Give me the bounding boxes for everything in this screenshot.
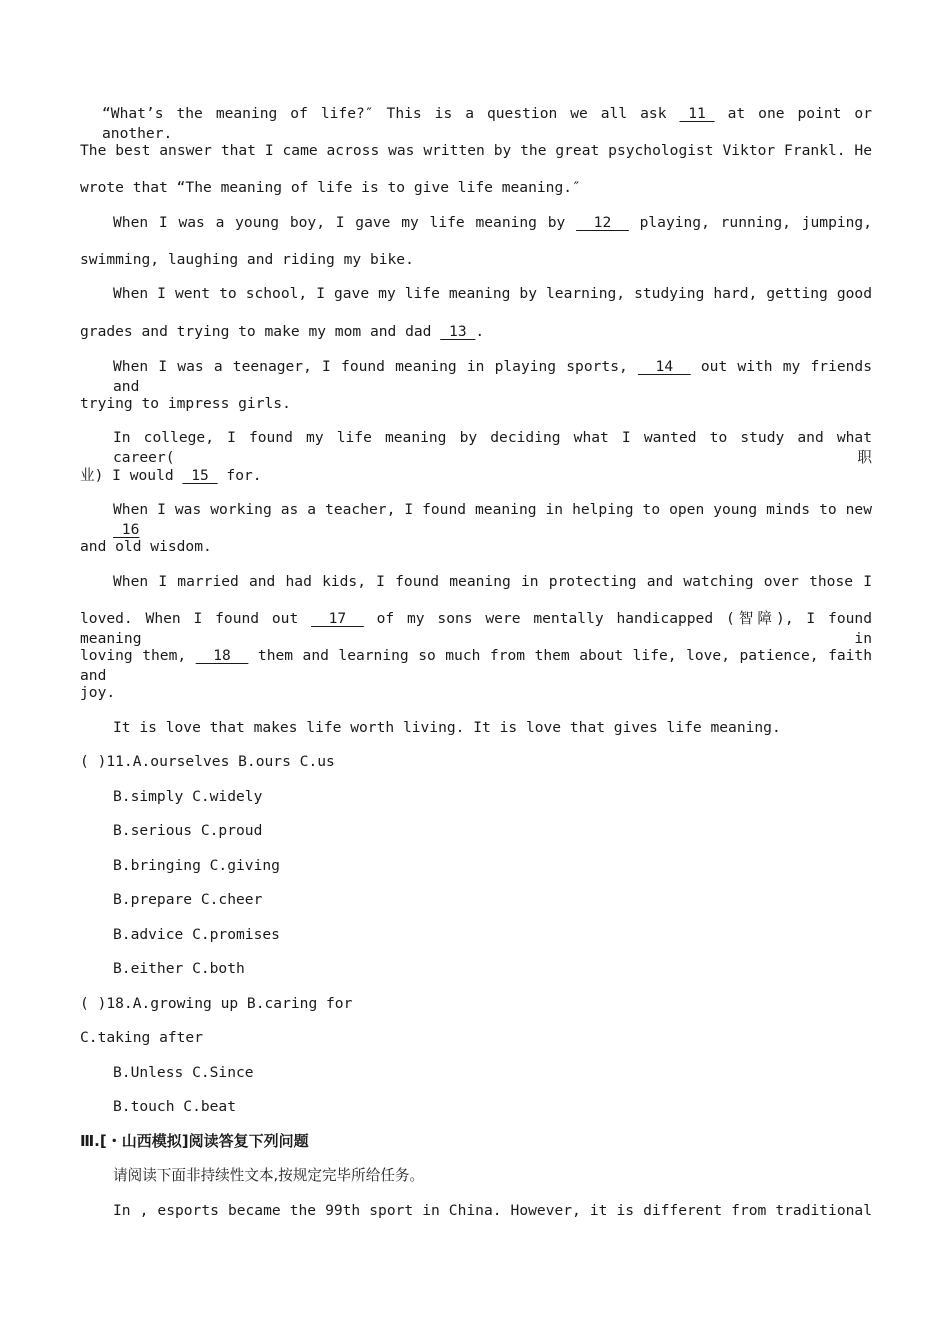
question-18-option-c: C.taking after	[80, 1029, 204, 1046]
question-19-options: B.Unless C.Since	[113, 1064, 254, 1081]
passage-p4-line2: trying to impress girls.	[80, 395, 291, 412]
passage-p1-line2: The best answer that I came across was written by the great psychologist Viktor Frankl. He	[80, 142, 872, 159]
blank-12: 12	[576, 214, 629, 231]
section-instruction: 请阅读下面非持续性文本,按规定完毕所给任务。	[113, 1167, 425, 1184]
question-12-options: B.simply C.widely	[113, 788, 263, 805]
passage-text: 业) I would	[80, 467, 174, 484]
passage-p4-line1	[113, 357, 872, 397]
question-16-options: B.advice C.promises	[113, 926, 280, 943]
passage-text: When I was a teenager, I found meaning in playing sports,	[113, 358, 628, 375]
passage-text: them and learning so much from them about life, love, patience, faith and	[80, 647, 873, 684]
question-13-options: B.serious C.proud	[113, 822, 263, 839]
passage-p1-line1	[102, 104, 872, 144]
passage-text: “What’s the meaning of life?″ This is a question we all ask	[102, 105, 667, 122]
passage-p7-line4: joy.	[80, 684, 116, 701]
question-14-options: B.bringing C.giving	[113, 857, 280, 874]
passage-p2-line1	[113, 213, 872, 233]
question-20-options: B.touch C.beat	[113, 1098, 237, 1115]
passage-text: playing, running, jumping,	[639, 214, 872, 231]
passage-p6-line2: and old wisdom.	[80, 538, 212, 555]
passage-text: .	[475, 323, 485, 340]
passage-text: grades and trying to make my mom and dad	[80, 323, 432, 340]
passage-p3-line2	[80, 322, 872, 342]
passage-text: at one point or another.	[102, 105, 872, 142]
passage-text: loved. When I found out	[80, 610, 299, 627]
blank-13: 13	[440, 323, 476, 340]
blank-15: 15	[182, 467, 218, 484]
blank-11: 11	[679, 105, 715, 122]
passage-p3-line1: When I went to school, I gave my life meaning by learning, studying hard, getting good	[113, 285, 872, 302]
question-15-options: B.prepare C.cheer	[113, 891, 263, 908]
passage-text: loving them,	[80, 647, 187, 664]
passage-p7-line3	[80, 646, 872, 686]
passage-text: out with my friends and	[113, 358, 872, 395]
passage-p7-line2	[80, 609, 872, 649]
question-17-options: B.either C.both	[113, 960, 245, 977]
passage-p1-line3: wrote that “The meaning of life is to give life meaning.″	[80, 179, 581, 196]
question-11: ( )11.A.ourselves B.ours C.us	[80, 753, 335, 770]
passage-p5-line2	[80, 466, 872, 486]
section-text-line1: In , esports became the 99th sport in China. However, it is different from traditional	[113, 1202, 872, 1219]
passage-text: When I was a young boy, I gave my life meaning by	[113, 214, 566, 231]
passage-p5-line1: In college, I found my life meaning by deciding what I wanted to study and what career(职	[113, 429, 872, 466]
passage-p2-line2: swimming, laughing and riding my bike.	[80, 251, 414, 268]
passage-p7-line1: When I married and had kids, I found meaning in protecting and watching over those I	[113, 573, 872, 590]
passage-p8-line1: It is love that makes life worth living. It is love that gives life meaning.	[113, 719, 781, 736]
passage-text: of my sons were mentally handicapped (智障), I found meaning in	[80, 610, 872, 647]
blank-16: 16	[113, 521, 140, 538]
passage-p6-line1	[113, 500, 872, 540]
passage-text: When I was working as a teacher, I found meaning in helping to open young minds to new	[113, 501, 872, 518]
blank-14: 14	[637, 358, 691, 375]
blank-18: 18	[195, 647, 249, 664]
blank-17: 17	[311, 610, 364, 627]
section-heading: Ⅲ.[・山西模拟]阅读答复下列问题	[80, 1132, 309, 1150]
passage-text: for.	[226, 467, 262, 484]
question-18: ( )18.A.growing up B.caring for	[80, 995, 353, 1012]
